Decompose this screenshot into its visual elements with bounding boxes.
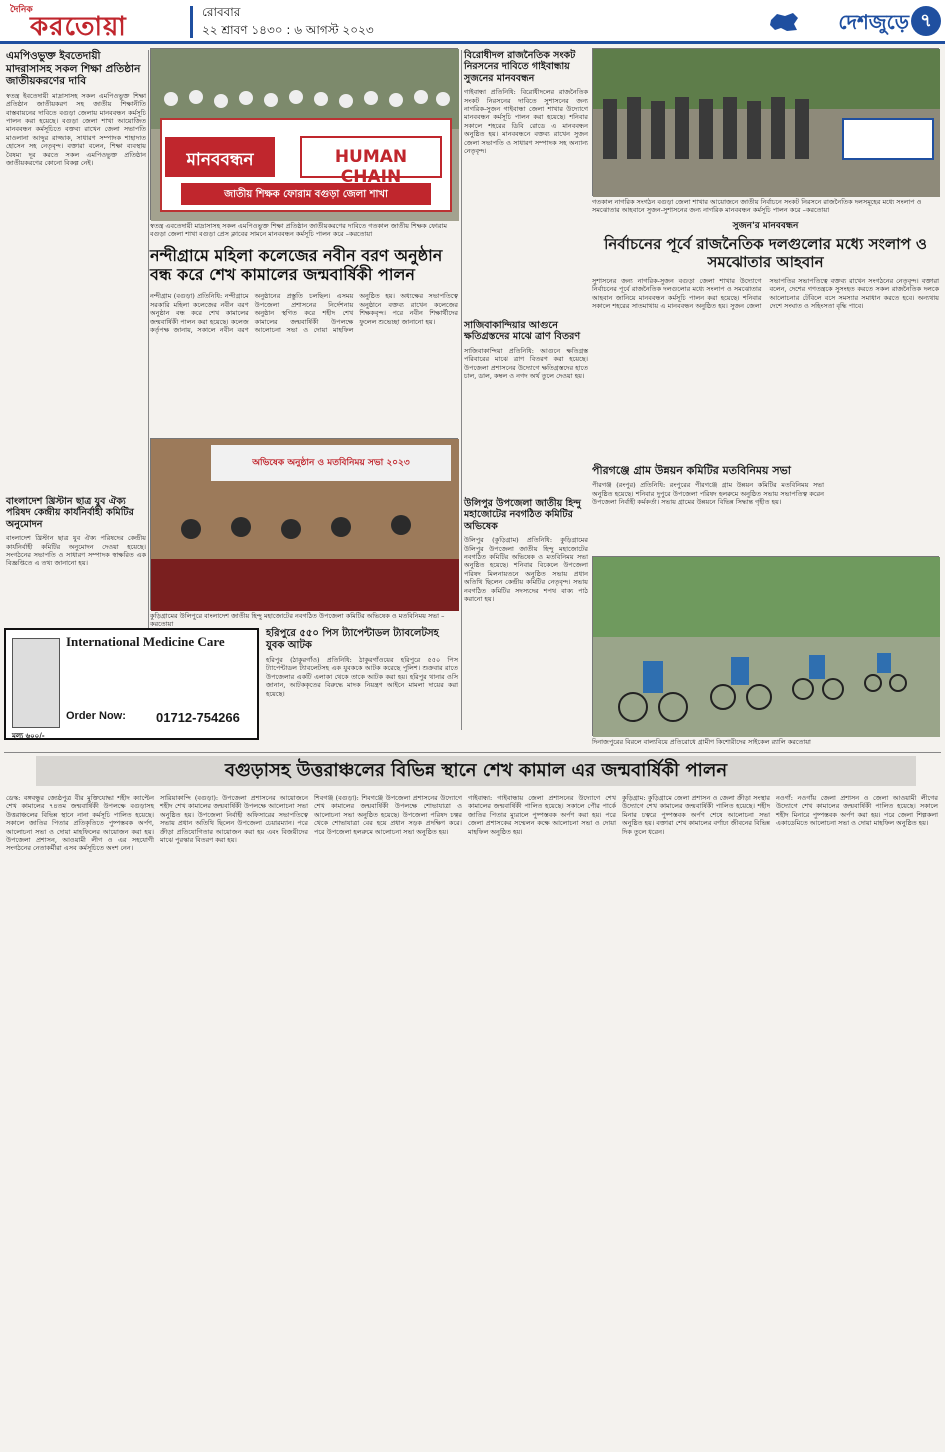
ad-title: International Medicine Care: [66, 634, 225, 649]
masthead-divider: [190, 6, 193, 38]
story-body: বাংলাদেশ খ্রিস্টান ছাত্র যুব ঐক্য পরিষদের কেন্দ্রীয় কার্যনির্বাহী কমিটির অনুমোদন দেওয়া হয়েছে। সংগঠনের সভাপতি ও সাধারণ সম্পাদক স্বাক্ষরিত এক বিজ্ঞপ্তিতে এ তথ্য জানানো হয়।: [6, 534, 146, 568]
ad-order-label: Order Now:: [66, 710, 126, 722]
story-gaibandha-sujan: [464, 50, 588, 288]
caption-text: স্বতন্ত্র এবতেদায়ী মাদ্রাসাসহ সকল এমপিওভুক্ত শিক্ষা প্রতিষ্ঠান জাতীয়করণের দাবিতে গতকাল জাতীয় শিক্ষক ফোরাম বগুড়া জেলা শাখা বগুড়া প্রেস ক্লাবের সামনে মানববন্ধন কর্মসূচি পালন করে: [150, 222, 447, 238]
sujan-caption: [592, 198, 939, 216]
story-headline: নন্দীগ্রামে মহিলা কলেজের নবীন বরণ অনুষ্ঠান বন্ধ করে শেখ কামালের জন্মবার্ষিকী পালন: [150, 246, 443, 285]
story-relief: [464, 320, 588, 497]
photo-credit: –করতোয়া: [802, 206, 830, 214]
bangladesh-map-icon: [767, 10, 801, 34]
medicine-bottle-image: [12, 638, 60, 728]
story-body: স্বতন্ত্র ইবতেদায়ী মাদ্রাসাসহ সকল এমপিওভুক্ত শিক্ষা প্রতিষ্ঠান জাতীয়করণ সহ জাতীয় শিক্ষানীতি বাস্তবায়নের দাবিতে বগুড়া জেলায় মানববন্ধন কর্মসূচি পালন করা হয়েছে। বগুড়া জেলা শাখা আয়োজিত মানববন্ধন কর্মসূচিতে বক্তব্য রাখেন জেলা সভাপতি মাওলানা আব্দুর রাজ্জাক, সাধারণ সম্পাদক শাহাদাত হোসেন সহ নেতৃবৃন্দ। বক্তারা বলেন, শিক্ষা ব্যবস্থায় বৈষম্য দূর করতে সকল এমপিওভুক্ত প্রতিষ্ঠান জাতীয়করণের কোনো বিকল্প নেই।: [6, 91, 146, 168]
column-rule: [148, 50, 149, 690]
caption-text: দিনাজপুরের বিরলে বাল্যবিয়ে প্রতিরোধে গ্রামীণ কিশোরীদের সাইকেল র‍্যালি: [592, 738, 786, 746]
meeting-banner: অভিষেক অনুষ্ঠান ও মতবিনিময় সভা ২০২৩: [252, 458, 410, 468]
human-chain-photo: [150, 48, 458, 220]
story-nandigram: [150, 246, 458, 416]
story-headline: বাংলাদেশ খ্রিস্টান ছাত্র যুব ঐক্য পরিষদ কেন্দ্রীয় কার্যনির্বাহী কমিটির অনুমোদন: [6, 496, 134, 530]
bottom-column-4: গাইবান্ধা: গাইবান্ধায় জেলা প্রশাসনের উদ্যোগে শেখ কামালের জন্মবার্ষিকী পালিত হয়েছে। সকালে পৌর পার্কে জাতির পিতার ম্যুরালে পুষ্পস্তবক অর্পণ করা হয়। পরে জেলা প্রশাসকের সম্মেলন কক্ষে আলোচনা সভা ও দোয়া মাহফিল অনুষ্ঠিত হয়।: [468, 794, 616, 836]
story-body: পীরগঞ্জ (রংপুর) প্রতিনিধি: রংপুরের পীরগঞ্জে গ্রাম উন্নয়ন কমিটির মতবিনিময় সভা অনুষ্ঠিত হয়েছে। শনিবার দুপুরে উপজেলা পরিষদ হলরুমে অনুষ্ঠিত সভায় সভাপতিত্ব করেন উপজেলা নির্বাহী কর্মকর্তা। সভায় গ্রামের উন্নয়নে বিভিন্ন সিদ্ধান্ত গৃহীত হয়।: [592, 481, 824, 506]
newspaper-logo: [6, 2, 206, 40]
paper-name: করতোয়া: [30, 12, 127, 42]
bicycle-rally-photo: [592, 556, 939, 736]
story-body: নন্দীগ্রাম (বগুড়া) প্রতিনিধি: নন্দীগ্রামে সরকারি মহিলা কলেজের নবীন বরণ অনুষ্ঠান বন্ধ করে শেখ কামালের জন্মবার্ষিকী পালন করা হয়েছে। কলেজ কর্তৃপক্ষ জানায়, সকালে নবীন বরণ অনুষ্ঠানের প্রস্তুতি চলছিল। এসময় উপজেলা প্রশাসনের নির্দেশনায় অনুষ্ঠান স্থগিত করে শহীদ শেখ কামালের জন্মবার্ষিকী উপলক্ষে আলোচনা সভা ও দোয়া মাহফিল অনুষ্ঠিত হয়। অধ্যক্ষের সভাপতিত্বে অনুষ্ঠানে বক্তব্য রাখেন কলেজের শিক্ষকবৃন্দ। পরে নবীন শিক্ষার্থীদের ফুলেল শুভেচ্ছা জানানো হয়।: [150, 292, 458, 334]
bottom-section-banner: [36, 756, 916, 786]
bottom-column-5: কুড়িগ্রাম: কুড়িগ্রামে জেলা প্রশাসন ও জেলা ক্রীড়া সংস্থার উদ্যোগে শেখ কামালের জন্মবার্ষিকী পালিত হয়েছে। শহীদ মিনার চত্বরে পুষ্পস্তবক অর্পণ শেষে আলোচনা সভা অনুষ্ঠিত হয়। বক্তারা শেখ কামালের বর্ণাঢ্য জীবনের বিভিন্ন দিক তুলে ধরেন।: [622, 794, 770, 836]
page-number: ৭: [911, 6, 941, 36]
bottom-banner-title: বগুড়াসহ উত্তরাঞ্চলের বিভিন্ন স্থানে শেখ কামাল এর জন্মবার্ষিকী পালন: [224, 760, 728, 781]
banner-right-text: HUMAN CHAIN: [334, 147, 408, 187]
story-headline: পীরগঞ্জে গ্রাম উন্নয়ন কমিটির মতবিনিময় সভা: [592, 464, 791, 477]
bottom-column-2: সারিয়াকান্দি (বগুড়া): উপজেলা প্রশাসনের আয়োজনে শহীদ শেখ কামালের জন্মবার্ষিকী উপলক্ষে আলোচনা সভা অনুষ্ঠিত হয়। উপজেলা নির্বাহী অফিসারের সভাপতিত্বে সভায় প্রধান অতিথি ছিলেন উপজেলা চেয়ারম্যান। পরে ক্রীড়া প্রতিযোগিতার আয়োজন করা হয় এবং বিজয়ীদের মাঝে পুরস্কার বিতরণ করা হয়।: [160, 794, 308, 845]
masthead: [0, 0, 945, 44]
issue-date: ২২ শ্রাবণ ১৪৩০ : ৬ আগস্ট ২০২৩: [202, 23, 374, 37]
photo-credit: –করতোয়া: [150, 612, 445, 628]
bottom-column-1: ডেস্ক: বঙ্গবন্ধুর জ্যেষ্ঠপুত্র বীর মুক্তিযোদ্ধা শহীদ ক্যাপ্টেন শেখ কামালের ৭৪তম জন্মবার্ষিকী উপলক্ষে বগুড়াসহ উত্তরাঞ্চলের বিভিন্ন স্থানে নানা কর্মসূচি পালিত হয়েছে। সকালে জাতির পিতার প্রতিকৃতিতে পুষ্পস্তবক অর্পণ, আলোচনা সভা ও দোয়া মাহফিলের আয়োজন করা হয়। উপজেলা প্রশাসন, আওয়ামী লীগ ও এর সহযোগী সংগঠনের নেতাকর্মীরা এসব কর্মসূচিতে অংশ নেন।: [6, 794, 154, 853]
bicycle-caption: [592, 738, 939, 748]
story-body: সুশাসনের জন্য নাগরিক-সুজন বগুড়া জেলা শাখার উদ্যোগে নির্বাচনের পূর্বে রাজনৈতিক দলগুলোর মধ্যে সংলাপ ও সমঝোতার আহবান জানিয়ে মানববন্ধন কর্মসূচি পালন করা হয়েছে। শনিবার সকালে শহরের সাতমাথায় এ মানববন্ধন অনুষ্ঠিত হয়। সুজন জেলা সভাপতির সভাপতিত্বে বক্তব্য রাখেন সংগঠনের নেতৃবৃন্দ। বক্তারা বলেন, দেশের গণতন্ত্রকে সুসংহত করতে সকল রাজনৈতিক দলকে আলোচনার টেবিলে বসে সমস্যার সমাধান করতে হবে। অন্যথায় দেশে সংঘাত ও সহিংসতা বৃদ্ধি পাবে।: [592, 277, 939, 311]
sujan-human-chain-photo: [592, 48, 939, 196]
story-body: গাইবান্ধা প্রতিনিধি: বিরোধীদলের রাজনৈতিক সংকট নিরসনের দাবিতে সুশাসনের জন্য নাগরিক-সুজন গাইবান্ধা জেলা শাখার উদ্যোগে মানববন্ধন কর্মসূচি পালন করা হয়েছে। শনিবার সকালে শহরের ডিবি রোডে এ মানববন্ধন অনুষ্ঠিত হয়। মানববন্ধনে বক্তব্য রাখেন সুজন জেলা সভাপতি ও সাধারণ সম্পাদক সহ অন্যান্য নেতৃবৃন্দ।: [464, 88, 588, 156]
story-pirganj: [592, 464, 824, 551]
story-body: সাজিবাকান্দিয়া প্রতিনিধি: আগুনে ক্ষতিগ্রস্ত পরিবারের মাঝে ত্রাণ বিতরণ করা হয়েছে। উপজেলা প্রশাসনের উদ্যোগে ক্ষতিগ্রস্তদের হাতে চাল, ডাল, কম্বল ও নগদ অর্থ তুলে দেওয়া হয়।: [464, 346, 588, 380]
story-body: উলিপুর (কুড়িগ্রাম) প্রতিনিধি: কুড়িগ্রামের উলিপুর উপজেলা জাতীয় হিন্দু মহাজোটের নবগঠিত কমিটির অভিষেক ও মতবিনিময় সভা অনুষ্ঠিত হয়েছে। শনিবার বিকেলে উপজেলা পরিষদ মিলনায়তনে অনুষ্ঠিত সভায় প্রধান অতিথি ছিলেন কেন্দ্রীয় কমিটির নেতৃবৃন্দ। সভায় নবগঠিত কমিটির সদস্যদের শপথ বাক্য পাঠ করানো হয়।: [464, 536, 588, 604]
story-hindu-mahajot: [464, 498, 588, 726]
photo-credit: করতোয়া: [787, 738, 811, 746]
banner-bottom-text: জাতীয় শিক্ষক ফোরাম বগুড়া জেলা শাখা: [224, 189, 388, 200]
story-headline: এমপিওভুক্ত ইবতেদায়ী মাদরাসাসহ সকল শিক্ষা প্রতিষ্ঠান জাতীয়করণের দাবি: [6, 50, 141, 88]
issue-day: রোববার: [202, 5, 241, 19]
story-headline: হরিপুরে ৫৫০ পিস ট্যাপেন্টাডল ট্যাবলেটসহ যুবক আটক: [266, 628, 439, 651]
column-rule: [461, 50, 462, 730]
bicycle-rally-illustration: [593, 557, 940, 737]
medicine-advertisement: [4, 628, 259, 740]
bottom-column-6: নওগাঁ: নওগাঁয় জেলা প্রশাসন ও জেলা আওয়ামী লীগের উদ্যোগে শেখ কামালের জন্মবার্ষিকী পালিত হয়েছে। সকালে শহীদ মিনারে পুষ্পস্তবক অর্পণ করা হয়। পরে জেলা শিল্পকলা একাডেমিতে আলোচনা সভা ও দোয়া মাহফিল অনুষ্ঠিত হয়।: [776, 794, 938, 828]
ad-price: মূল্য ৬০০/-: [12, 731, 45, 740]
photo-credit: –করতোয়া: [345, 230, 373, 238]
ad-phone-number: 01712-754266: [156, 710, 240, 725]
section-rule: [4, 752, 941, 753]
section-title: দেশজুড়ে: [838, 10, 909, 34]
story-headline: নির্বাচনের পূর্বে রাজনৈতিক দলগুলোর মধ্যে সংলাপ ও সমঝোতার আহবান: [604, 235, 927, 271]
human-chain-caption: [150, 222, 458, 240]
paper-small-label: দৈনিক: [10, 5, 33, 15]
sujan-illustration: [593, 49, 940, 197]
caption-text: কুড়িগ্রামের উলিপুরে বাংলাদেশ জাতীয় হিন্দু মহাজোটের নবগঠিত উপজেলা কমিটির অভিষেক ও মতবিনিময় সভা: [150, 612, 439, 620]
story-headline: বিরোধীদল রাজনৈতিক সংকট নিরসনের দাবিতে গাইবান্ধায় সুজনের মানববন্ধন: [464, 50, 576, 84]
story-haripur: [266, 628, 458, 736]
story-body: হরিপুর (ঠাকুরগাঁও) প্রতিনিধি: ঠাকুরগাঁওয়ের হরিপুরে ৫৫০ পিস ট্যাপেন্টাডল ট্যাবলেটসহ এক যুবককে আটক করেছে পুলিশ। শুক্রবার রাতে উপজেলার একটি এলাকা থেকে তাকে আটক করা হয়। হরিপুর থানার ওসি জানান, আটককৃতের বিরুদ্ধে মাদক নিয়ন্ত্রণ আইনে মামলা দায়ের করা হয়েছে।: [266, 656, 458, 698]
bottom-column-3: শিবগঞ্জ (বগুড়া): শিবগঞ্জে উপজেলা প্রশাসনের উদ্যোগে শেখ কামালের জন্মবার্ষিকী উপলক্ষে শোভাযাত্রা ও আলোচনা সভা অনুষ্ঠিত হয়েছে। উপজেলা পরিষদ চত্বর থেকে শোভাযাত্রা বের হয়ে প্রধান সড়ক প্রদক্ষিণ করে। পরে উপজেলা হলরুমে আলোচনা সভা অনুষ্ঠিত হয়।: [314, 794, 462, 836]
banner-left-text: মানববন্ধন: [186, 150, 254, 170]
caption-text: গতকাল নাগরিক সংগঠন বগুড়া জেলা শাখার আয়োজনে জাতীয় নির্বাচনে সংকট নিরসনে রাজনৈতিক দলসমূহের মধ্যে সংলাপ ও সমঝোতার আহবানে সুজন-সুশাসনের জন্য নাগরিক মানববন্ধন কর্মসূচি পালন করে: [592, 198, 922, 214]
meeting-photo: [150, 438, 458, 610]
meeting-caption: [150, 612, 458, 628]
story-kicker: সুজন'র মানববন্ধন: [732, 221, 799, 231]
story-headline: উলিপুর উপজেলা জাতীয় হিন্দু মহাজোটের নবগঠিত কমিটির অভিষেক: [464, 498, 581, 532]
story-headline: সাজিবাকান্দিয়ার আগুনে ক্ষতিগ্রস্তদের মাঝে ত্রাণ বিতরণ: [464, 320, 581, 343]
story-christian: [6, 496, 146, 614]
story-mpo: [6, 50, 146, 532]
